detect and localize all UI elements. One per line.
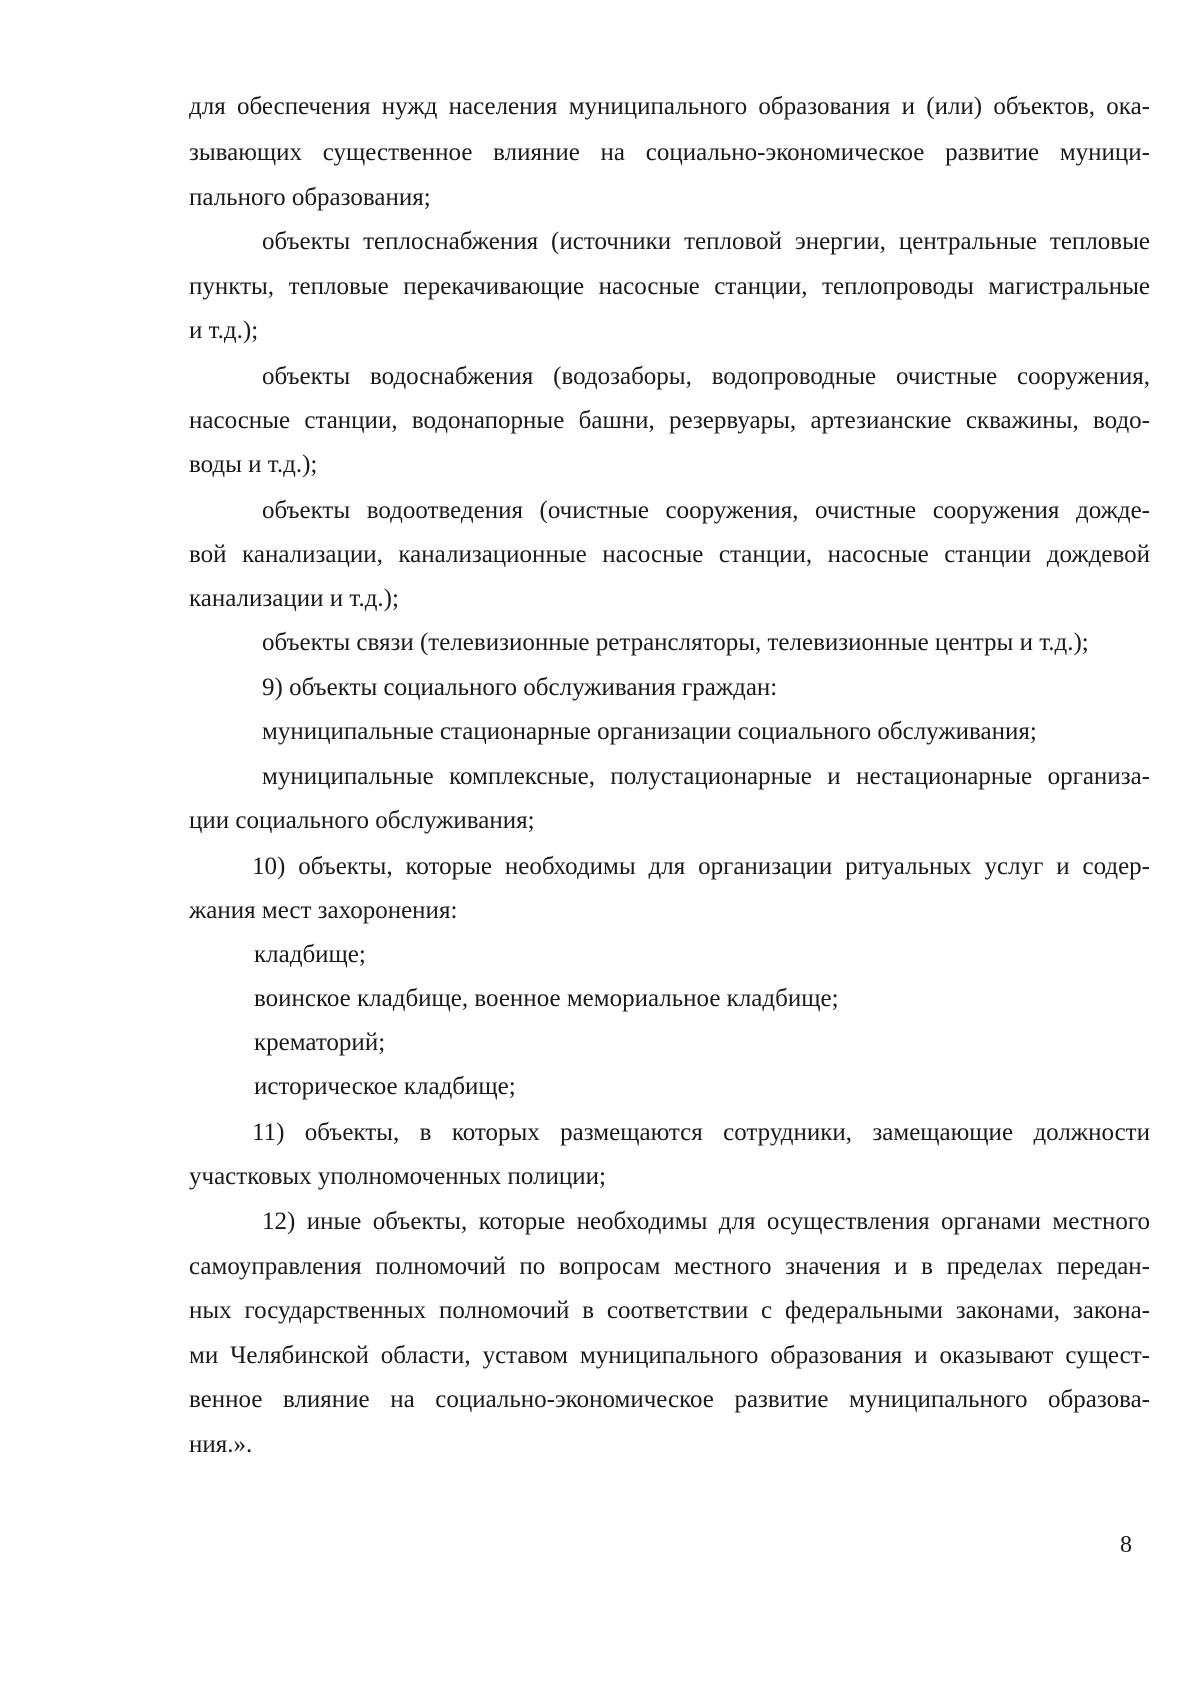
text-line: муниципальные стационарные организации социального обслуживания; — [262, 718, 1037, 745]
text-line: муниципальные комплексные, полустационарные и нестационарные организа- — [262, 763, 1150, 790]
text-line: пункты, тепловые перекачивающие насосные станции, теплопроводы магистральные — [189, 273, 1150, 300]
text-line: ми Челябинской области, уставом муниципального образования и оказывают сущест- — [189, 1342, 1150, 1369]
text-line: ных государственных полномочий в соответствии с федеральными законами, закона- — [189, 1297, 1150, 1324]
text-line: объекты теплоснабжения (источники тепловой энергии, центральные тепловые — [262, 228, 1150, 255]
text-line: 9) объекты социального обслуживания граждан: — [262, 674, 778, 701]
text-line: ции социального обслуживания; — [189, 807, 535, 834]
text-line: венное влияние на социально-экономическое развитие муниципального образова- — [189, 1386, 1150, 1413]
text-line: вой канализации, канализационные насосные станции, насосные станции дождевой — [189, 541, 1150, 568]
text-line: объекты связи (телевизионные ретрансляторы, телевизионные центры и т.д.); — [262, 629, 1089, 656]
text-line: 10) объекты, которые необходимы для организации ритуальных услуг и содер- — [252, 853, 1150, 880]
text-line: самоуправления полномочий по вопросам местного значения и в пределах передан- — [189, 1253, 1150, 1280]
text-line: жания мест захоронения: — [189, 897, 458, 924]
page-number: 8 — [1120, 1532, 1132, 1558]
text-line: объекты водоснабжения (водозаборы, водопроводные очистные сооружения, — [262, 363, 1150, 390]
text-line: воинское кладбище, военное мемориальное кладбище; — [254, 985, 839, 1012]
text-line: для обеспечения нужд населения муниципального образования и (или) объектов, ока- — [189, 93, 1150, 120]
text-line: историческое кладбище; — [254, 1073, 516, 1100]
text-line: канализации и т.д.); — [189, 585, 399, 612]
text-line: ния.». — [189, 1431, 253, 1458]
text-line: 12) иные объекты, которые необходимы для осуществления органами местного — [262, 1208, 1150, 1235]
text-line: воды и т.д.); — [189, 451, 318, 478]
text-line: крематорий; — [254, 1029, 386, 1056]
text-line: кладбище; — [254, 941, 366, 968]
text-line: пального образования; — [189, 184, 431, 211]
text-line: зывающих существенное влияние на социально-экономическое развитие муници- — [189, 139, 1150, 166]
text-line: насосные станции, водонапорные башни, резервуары, артезианские скважины, водо- — [189, 407, 1150, 434]
text-line: 11) объекты, в которых размещаются сотрудники, замещающие должности — [252, 1119, 1150, 1146]
text-line: объекты водоотведения (очистные сооружения, очистные сооружения дожде- — [262, 497, 1150, 524]
text-line: и т.д.); — [189, 317, 259, 344]
text-line: участковых уполномоченных полиции; — [189, 1163, 606, 1190]
